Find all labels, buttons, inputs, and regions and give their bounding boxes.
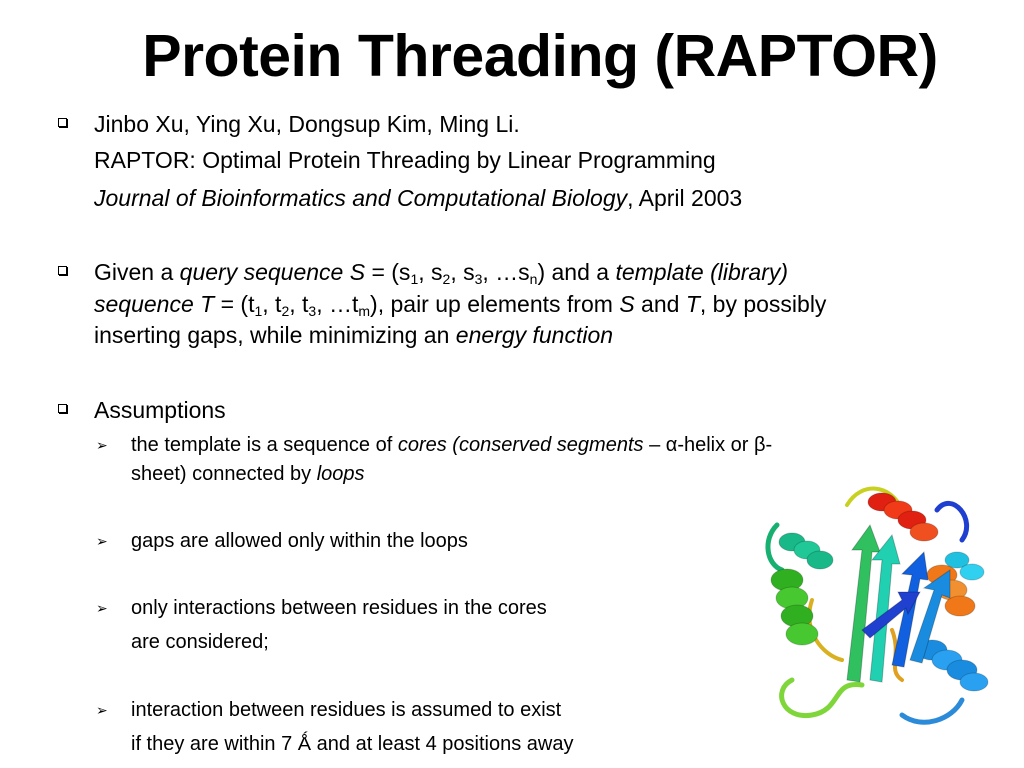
given-line-3: inserting gaps, while minimizing an energy function [94, 322, 614, 348]
assumption-2: gaps are allowed only within the loops [131, 530, 468, 552]
square-bullet-icon [58, 259, 67, 283]
assumption-1-line-1: the template is a sequence of cores (conserved segments – α-helix or β- [131, 434, 773, 456]
citation-journal-line [94, 182, 742, 214]
square-bullet-icon [58, 111, 67, 135]
protein-structure-image [752, 480, 1000, 730]
arrowhead-bullet-icon: ➢ [96, 702, 108, 718]
assumptions-heading: Assumptions [94, 397, 226, 423]
assumption-4-line-2: if they are within 7 Ǻ and at least 4 positions away [131, 733, 574, 755]
square-bullet-icon [58, 397, 67, 421]
given-line-2: sequence $T = (t_1$, $t_2$, $t_3$, $\dots t_m$), pair up elements from S and T, by possibly [94, 291, 827, 319]
citation-date: , April 2003 [627, 185, 743, 211]
slide-title: Protein Threading (RAPTOR) [142, 23, 938, 89]
given-line-1: Given a query sequence $S = (s_1$, $s_2$, $s_3$, $\dots s_n$) and a template (library) [94, 259, 789, 287]
citation-journal: Journal of Bioinformatics and Computational Biology [94, 185, 628, 211]
arrowhead-bullet-icon: ➢ [96, 533, 108, 549]
citation-authors: Jinbo Xu, Ying Xu, Dongsup Kim, Ming Li. [94, 111, 520, 137]
assumption-3-line-1: only interactions between residues in the cores [131, 597, 547, 619]
assumption-3-line-2: are considered; [131, 631, 269, 653]
arrowhead-bullet-icon: ➢ [96, 600, 108, 616]
citation-paper-title: RAPTOR: Optimal Protein Threading by Linear Programming [94, 147, 716, 173]
assumption-4-line-1: interaction between residues is assumed to exist [131, 699, 562, 721]
assumption-1-line-2: sheet) connected by loops [131, 463, 365, 485]
arrowhead-bullet-icon: ➢ [96, 437, 108, 453]
